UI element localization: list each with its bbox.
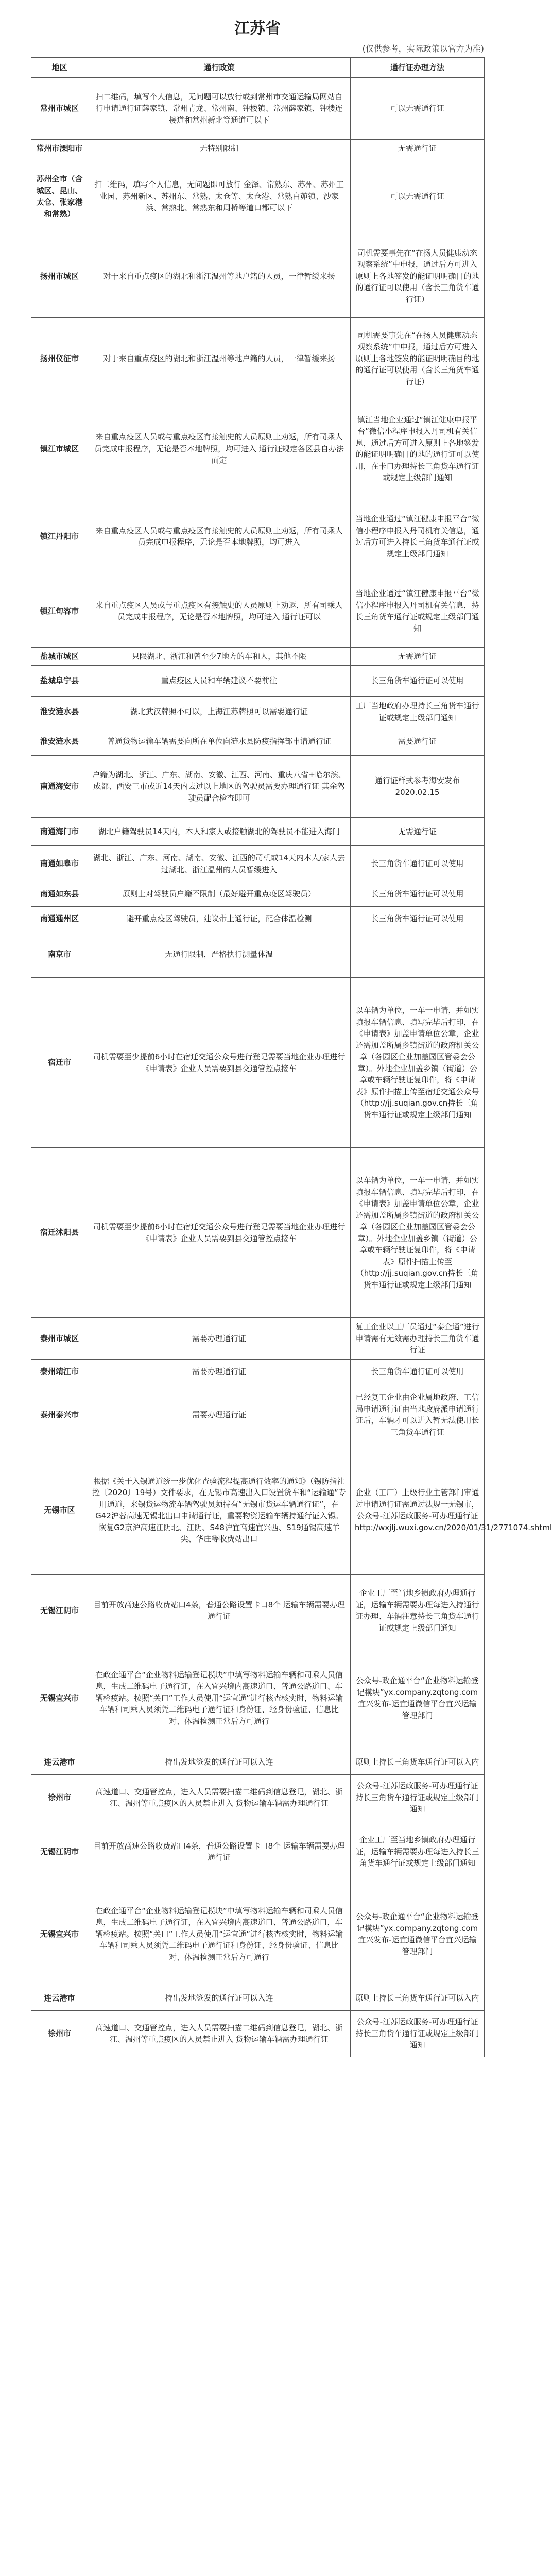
region-cell: 泰州市城区 [31, 1318, 88, 1360]
region-cell: 宿迁沭阳县 [31, 1148, 88, 1318]
method-cell: 以车辆为单位，一车一申请，并如实填报车辆信息、填写完毕后打印，在《申请表》加盖申请单位公章，企业还需加盖所属乡镇街道的政府机关公章（各园区企业加盖园区管委会公章）。外地企业加盖乡镇（街道）公章或车辆行驶证复印件，将《申请表》原件扫描上传至宿迁交通公众号（http://jj.suqian.gov.cn持长三角货车通行证或规定上级部门通知 [351, 978, 485, 1148]
region-cell: 盐城市城区 [31, 647, 88, 666]
region-cell: 南通通州区 [31, 907, 88, 931]
method-cell: 镇江当地企业通过“镇江健康申报平台”微信小程序申报入丹司机有关信息，通过后方可进入原则上各地签发的能证明明确目的地的通行证可以使用，在卡口办理持长三角货车通行证或规定上级部门通知 [351, 400, 485, 498]
region-cell: 镇江句容市 [31, 575, 88, 647]
region-cell: 泰州靖江市 [31, 1359, 88, 1384]
policy-cell: 持出发地签发的通行证可以入连 [88, 1986, 351, 2010]
region-cell: 南通海安市 [31, 756, 88, 818]
table-row [31, 1647, 485, 1750]
table-header-row [31, 58, 485, 78]
region-cell: 镇江市城区 [31, 400, 88, 498]
table-row [31, 666, 485, 697]
policy-cell: 扫二维码，填写个人信息，无问题即可放行 金泽、常熟东、苏州、苏州工业园、苏州新区、苏州东、常熟、太仓等、太仓港、常熟白茆镇、沙家浜、常熟北、常熟东和周桥等道口都可以下 [88, 158, 351, 235]
region-cell: 无锡江阴市 [31, 1574, 88, 1647]
method-cell: 长三角货车通行证可以使用 [351, 846, 485, 882]
table-row [31, 1148, 485, 1318]
method-cell: 长三角货车通行证可以使用 [351, 1359, 485, 1384]
policy-cell: 高速道口、交通管控点，进入人员需要扫描二维码到信息登记，湖北、浙江、温州等重点疫区的人员禁止进入 货物运输车辆需办理通行证 [88, 1774, 351, 1821]
method-cell: 长三角货车通行证可以使用 [351, 882, 485, 907]
method-cell: 无需通行证 [351, 140, 485, 158]
header-region: 地区 [31, 58, 88, 78]
method-cell: 原则上持长三角货车通行证可以入内 [351, 1750, 485, 1774]
region-cell: 南京市 [31, 931, 88, 978]
region-cell: 无锡宜兴市 [31, 1883, 88, 1986]
policy-table [31, 57, 552, 2057]
method-cell: 当地企业通过“镇江健康申报平台”微信小程序申报入丹司机有关信息，通过后方可进入持长三角货车通行证或规定上级部门通知 [351, 498, 485, 575]
table-row [31, 140, 485, 158]
method-cell: 已经复工企业由企业属地政府、工信局申请通行证由当地政府派申请通行证后，车辆才可以进入暂无法使用长三角货车通行证 [351, 1384, 485, 1446]
table-row [31, 235, 485, 317]
region-cell: 无锡江阴市 [31, 1821, 88, 1883]
table-row [31, 818, 485, 846]
method-cell: 当地企业通过“镇江健康申报平台”微信小程序申报入丹司机有关信息，持长三角货车通行证或规定上级部门通知 [351, 575, 485, 647]
region-cell: 泰州泰兴市 [31, 1384, 88, 1446]
region-cell: 徐州市 [31, 1774, 88, 1821]
method-cell: 长三角货车通行证可以使用 [351, 666, 485, 697]
policy-cell: 对于来自重点疫区的湖北和浙江温州等地户籍的人员，一律暂缓来扬 [88, 317, 351, 400]
table-row [31, 846, 485, 882]
table-row [31, 1359, 485, 1384]
table-row [31, 727, 485, 756]
policy-cell: 原则上对驾驶员户籍不限制（最好避开重点疫区驾驶员） [88, 882, 351, 907]
table-row [31, 647, 485, 666]
method-cell: 企业（工厂）上级行业主管部门审通过申请通行证需通过法规一无锡市，公众号-江苏运政服务-可办理通行证http://wxjlj.wuxi.gov.cn/2020/01/31/2771074.shtml [351, 1446, 485, 1574]
region-cell: 徐州市 [31, 2010, 88, 2057]
table-row [31, 158, 485, 235]
method-cell: 长三角货车通行证可以使用 [351, 907, 485, 931]
method-cell: 原则上持长三角货车通行证可以入内 [351, 1986, 485, 2010]
table-row [31, 1750, 485, 1774]
region-cell: 扬州仪征市 [31, 317, 88, 400]
policy-cell: 在政企通平台“企业物料运输登记模块”中填写物料运输车辆和司乘人员信息，生成二维码电子通行证，在入宜兴境内高速道口、普通公路道口、车辆检疫站。按照“关口”工作人员使用“运宜通”进行核查核实时，物料运输车辆和司乘人员须凭二维码电子通行证和身份证、经身份验证、信息比对、体温检测正常后方可通行 [88, 1647, 351, 1750]
method-cell: 工厂当地政府办理持长三角货车通行证或规定上级部门通知 [351, 697, 485, 727]
method-cell: 需要通行证 [351, 727, 485, 756]
table-row [31, 931, 485, 978]
policy-cell: 目前开放高速公路收费站口4条，普通公路设置卡口8个 运输车辆需要办理通行证 [88, 1574, 351, 1647]
policy-cell: 湖北武汉牌照不可以，上海江苏牌照可以需要通行证 [88, 697, 351, 727]
table-row [31, 978, 485, 1148]
policy-cell: 无通行限制，严格执行测量体温 [88, 931, 351, 978]
table-row [31, 400, 485, 498]
policy-cell: 避开重点疫区驾驶员，建议带上通行证，配合体温检测 [88, 907, 351, 931]
method-cell: 公众号-政企通平台“企业物料运输登记模块”yx.company.zqtong.com宜兴发布-运宜通微信平台宜兴运输管理部门 [351, 1647, 485, 1750]
method-cell: 司机需要事先在“在扬人员健康动态观察系统”中申报，通过后方可进入原则上各地签发的能证明明确目的地的通行证可以使用（含长三角货车通行证） [351, 317, 485, 400]
region-cell: 无锡宜兴市 [31, 1647, 88, 1750]
policy-cell: 需要办理通行证 [88, 1384, 351, 1446]
region-cell: 常州市溧阳市 [31, 140, 88, 158]
region-cell: 盐城阜宁县 [31, 666, 88, 697]
table-row [31, 1986, 485, 2010]
policy-cell: 根据《关于入锡通道统一步优化查验流程提高通行效率的通知》（锡防指社控〔2020〕19号）文件要求，在无锡市高速出入口设置货车和“运输通”专用通道，来锡货运物流车辆驾驶员须持有“无锡市货运车辆通行证”，在G42沪蓉高速无锡北出口申请通行证，重要物资运输车辆持通行证入锡。恢复G2京沪高速江阴北、江阴、S48沪宜高速宜兴西、S19通锡高速羊尖、华庄等收费站出口 [88, 1446, 351, 1574]
policy-cell: 在政企通平台“企业物料运输登记模块”中填写物料运输车辆和司乘人员信息，生成二维码电子通行证，在入宜兴境内高速道口、普通公路道口，车辆检疫站。按照“关口”工作人员使用“运宜通”进行核查核实时，物料运输车辆和司乘人员须凭二维码电子通行证和身份证、经身份验证、信息比对、体温检测正常后方可通行 [88, 1883, 351, 1986]
method-cell: 公众号-政企通平台“企业物料运输登记模块”yx.company.zqtong.com宜兴发布-运宜通微信平台宜兴运输管理部门 [351, 1883, 485, 1986]
region-cell: 南通如东县 [31, 882, 88, 907]
policy-cell: 目前开放高速公路收费站口4条，普通公路设置卡口8个 运输车辆需要办理通行证 [88, 1821, 351, 1883]
table-row [31, 756, 485, 818]
policy-cell: 湖北、浙江、广东、河南、湖南、安徽、江西的司机或14天内本人/家人去过湖北、浙江温州的人员暂缓进入 [88, 846, 351, 882]
table-row [31, 2010, 485, 2057]
policy-cell: 普通货物运输车辆需要向所在单位向涟水县防疫指挥部申请通行证 [88, 727, 351, 756]
header-policy: 通行政策 [88, 58, 351, 78]
policy-cell: 扫二维码，填写个人信息，无问题可以放行或到常州市交通运输局网站自行申请通行证薛家镇、常州青龙、常州南、钟楼镇、常州薛家镇、钟楼连接道和常州新北等通道可以下 [88, 78, 351, 140]
region-cell: 南通如皋市 [31, 846, 88, 882]
region-cell: 苏州全市（含城区、昆山、太仓、张家港和常熟） [31, 158, 88, 235]
method-cell: 以车辆为单位，一车一申请，并如实填报车辆信息、填写完毕后打印，在《申请表》加盖申请单位公章，企业还需加盖所属乡镇街道的政府机关公章（各园区企业加盖园区管委会公章）。外地企业加盖乡镇（街道）公章或车辆行驶证复印件，将《申请表》原件扫描上传至（http://jj.suqian.gov.cn持长三角货车通行证或规定上级部门通知 [351, 1148, 485, 1318]
region-cell: 扬州市城区 [31, 235, 88, 317]
region-cell: 淮安涟水县 [31, 697, 88, 727]
method-cell: 可以无需通行证 [351, 158, 485, 235]
policy-cell: 来自重点疫区人员或与重点疫区有接触史的人员原则上劝返，所有司乘人员完成申报程序，无论是否本地牌照，均可进入 通行证规定各区县自办法而定 [88, 400, 351, 498]
method-cell: 企业工厂至当地乡镇政府办理通行证，运输车辆需要办理每进入持长三角货车通行证或规定上级部门通知 [351, 1821, 485, 1883]
method-cell: 司机需要事先在“在扬人员健康动态观察系统”中申报，通过后方可进入原则上各地签发的能证明明确目的地的通行证可以使用（含长三角货车通行证） [351, 235, 485, 317]
table-row [31, 882, 485, 907]
policy-cell: 司机需要至少提前6小时在宿迁交通公众号进行登记需要当地企业办理进行《申请表》企业人员需要到县交通管控点接车 [88, 1148, 351, 1318]
table-row [31, 907, 485, 931]
region-cell: 连云港市 [31, 1750, 88, 1774]
table-row [31, 1574, 485, 1647]
policy-cell: 持出发地签发的通行证可以入连 [88, 1750, 351, 1774]
method-cell [351, 931, 485, 978]
table-row [31, 575, 485, 647]
region-cell: 镇江丹阳市 [31, 498, 88, 575]
method-cell: 无需通行证 [351, 818, 485, 846]
table-row [31, 317, 485, 400]
policy-cell: 重点疫区人员和车辆建议不要前往 [88, 666, 351, 697]
region-cell: 常州市城区 [31, 78, 88, 140]
table-row [31, 697, 485, 727]
method-cell: 通行证样式参考海安发布 2020.02.15 [351, 756, 485, 818]
table-row [31, 1384, 485, 1446]
policy-cell: 高速道口、交通管控点，进入人员需要扫描二维码到信息登记，湖北、浙江、温州等重点疫区的人员禁止进入 货物运输车辆需办理通行证 [88, 2010, 351, 2057]
region-cell: 南通海门市 [31, 818, 88, 846]
method-cell: 企业工厂至当地乡镇政府办理通行证，运输车辆需要办理每进入持通行证办理、车辆注意持长三角货车通行证或规定上级部门通知 [351, 1574, 485, 1647]
disclaimer-note: (仅供参考，实际政策以官方为准) [362, 44, 484, 54]
table-row [31, 498, 485, 575]
region-cell: 宿迁市 [31, 978, 88, 1148]
method-cell: 无需通行证 [351, 647, 485, 666]
region-cell: 淮安涟水县 [31, 727, 88, 756]
policy-cell: 户籍为湖北、浙江、广东、湖南、安徽、江西、河南、重庆八省+哈尔滨、成都、西安三市或近14天内去过以上地区的驾驶员需要办理通行证 其余驾驶员配合检查即可 [88, 756, 351, 818]
method-cell: 公众号-江苏运政服务-可办理通行证持长三角货车通行证或规定上级部门通知 [351, 2010, 485, 2057]
table-row [31, 1774, 485, 1821]
policy-cell: 湖北户籍驾驶员14天内，本人和家人或接触湖北的驾驶员不能进入海门 [88, 818, 351, 846]
table-row [31, 78, 485, 140]
table-row [31, 1446, 485, 1574]
policy-cell: 司机需要至少提前6小时在宿迁交通公众号进行登记需要当地企业办理进行《申请表》企业人员需要到县交通管控点接车 [88, 978, 351, 1148]
header-method: 通行证办理方法 [351, 58, 485, 78]
method-cell: 复工企业以工厂员通过“泰企通”进行申请需有无效需办理持长三角货车通行证 [351, 1318, 485, 1360]
method-cell: 公众号-江苏运政服务-可办理通行证持长三角货车通行证或规定上级部门通知 [351, 1774, 485, 1821]
policy-cell: 只限湖北、浙江和曾至少7地方的车和人，其他不限 [88, 647, 351, 666]
method-cell: 可以无需通行证 [351, 78, 485, 140]
page-title: 江苏省 [234, 20, 281, 38]
region-cell: 无锡市区 [31, 1446, 88, 1574]
table-body [31, 78, 552, 2057]
policy-cell: 对于来自重点疫区的湖北和浙江温州等地户籍的人员，一律暂缓来扬 [88, 235, 351, 317]
policy-cell: 来自重点疫区人员或与重点疫区有接触史的人员原则上劝返，所有司乘人员完成申报程序，无论是否本地牌照，均可进入 通行证可以 [88, 575, 351, 647]
policy-cell: 需要办理通行证 [88, 1318, 351, 1360]
policy-cell: 无特别限制 [88, 140, 351, 158]
table-row [31, 1883, 485, 1986]
policy-cell: 来自重点疫区人员或与重点疫区有接触史的人员原则上劝返，所有司乘人员完成申报程序，无论是否本地牌照，均可进入 [88, 498, 351, 575]
policy-cell: 需要办理通行证 [88, 1359, 351, 1384]
table-row [31, 1821, 485, 1883]
region-cell: 连云港市 [31, 1986, 88, 2010]
table-row [31, 1318, 485, 1360]
